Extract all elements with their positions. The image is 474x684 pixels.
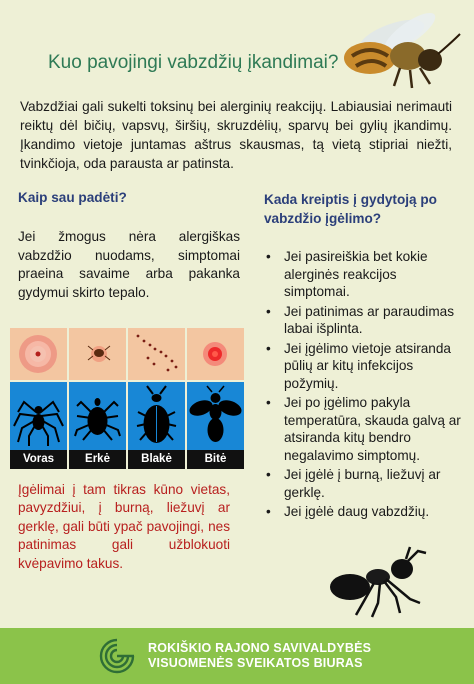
tick-bite-icon	[69, 328, 126, 380]
self-help-text: Jei žmogus nėra alergiškas vabzdžio nuodams, simptomai praeina savaime arba pakanka gydymui skirto tepalo.	[18, 229, 240, 300]
insect-label: Voras	[10, 450, 67, 469]
self-help-heading: Kaip sau padėti?	[18, 190, 127, 205]
list-item: • Jei patinimas ar paraudimas labai išplinta.	[266, 303, 466, 338]
organization-name-line2: VISUOMENĖS SVEIKATOS BIURAS	[148, 656, 363, 670]
bedbug-icon	[128, 382, 185, 450]
list-item: • Jei pasireiškia bet kokie alerginės reakcijos simptomai.	[266, 248, 466, 301]
organization-name	[148, 641, 371, 671]
see-doctor-list	[266, 248, 466, 523]
intro-paragraph: Vabzdžiai gali sukelti toksinų bei alerginių reakcijų. Labiausiai nerimauti reiktų dėl bičių, vapsvų, širšių, skruzdėlių, sparvų bei gylių įkandimų. Įkandimo vietoje juntamas aštrus skausmas, tą vietą stipriai niežti, tvinkčioja, oda parausta ar patinsta.	[20, 99, 452, 171]
insect-bite-chart	[10, 328, 246, 469]
page-title: Kuo pavojingi vabzdžių įkandimai?	[48, 52, 339, 73]
tick-icon	[69, 382, 126, 450]
spider-bite-icon	[10, 328, 67, 380]
bedbug-bite-icon	[128, 328, 185, 380]
insect-label: Bitė	[187, 450, 244, 469]
insect-label: Blakė	[128, 450, 185, 469]
bee-icon	[187, 382, 244, 450]
list-item: • Jei įgėlimo vietoje atsiranda pūlių ar kitų infekcijos požymių.	[266, 340, 466, 393]
spider-icon	[10, 382, 67, 450]
ant-photo-icon	[320, 545, 430, 620]
see-doctor-heading: Kada kreiptis į gydytoją po vabzdžio įgėlimo?	[264, 192, 437, 226]
list-item: • Jei įgėlė daug vabzdžių.	[266, 503, 466, 521]
footer-bar	[0, 628, 474, 684]
organization-name-line1: ROKIŠKIO RAJONO SAVIVALDYBĖS	[148, 641, 372, 655]
list-item: • Jei po įgėlimo pakyla temperatūra, skauda galvą ar atsiranda kitų bendro negalavimo simptomų.	[266, 394, 466, 464]
organization-logo-icon	[96, 636, 138, 676]
insect-label: Erkė	[69, 450, 126, 469]
warning-text: Įgėlimai į tam tikras kūno vietas, pavyzdžiui, į burną, liežuvį ar gerklę, gali būti ypač pavojingi, nes patinimas gali užblokuoti kvėpavimo takus.	[18, 482, 230, 571]
bee-photo-icon	[330, 8, 470, 90]
list-item: • Jei įgėlė į burną, liežuvį ar gerklę.	[266, 466, 466, 501]
bee-sting-icon	[187, 328, 244, 380]
